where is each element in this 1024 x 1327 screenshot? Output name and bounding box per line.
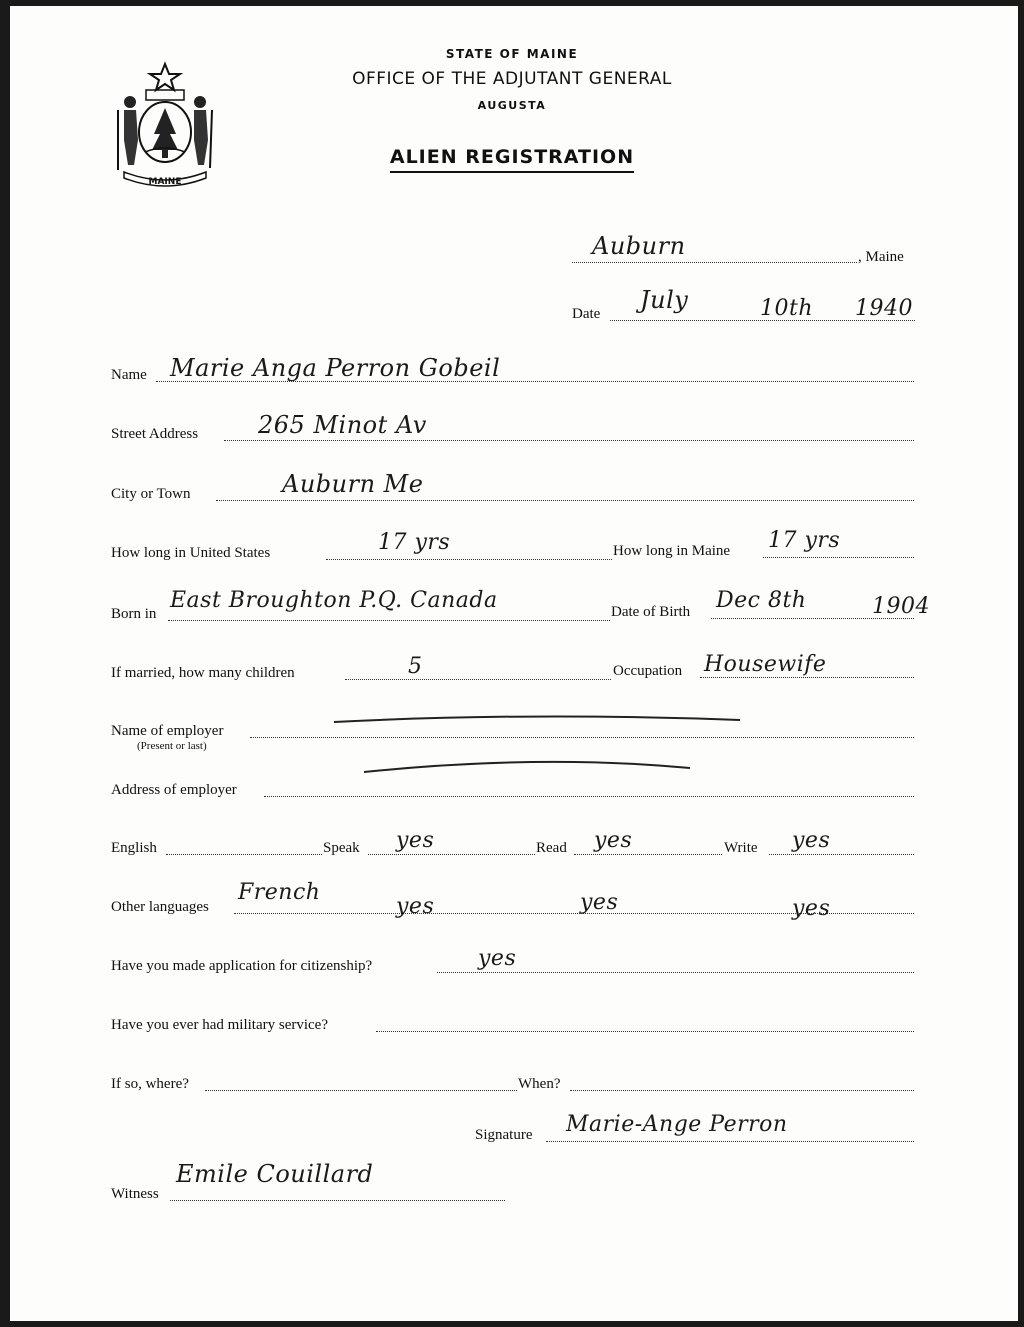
other-read-value: yes [580, 890, 619, 915]
write-label: Write [724, 840, 758, 856]
occupation-value: Housewife [704, 652, 827, 677]
long-us-value: 17 yrs [378, 530, 451, 555]
citizenship-value: yes [478, 946, 517, 971]
speak-label: Speak [323, 840, 360, 856]
employer-addr-label: Address of employer [111, 782, 237, 798]
maine-label: , Maine [858, 249, 904, 265]
children-label: If married, how many children [111, 665, 295, 681]
date-label: Date [572, 306, 601, 322]
military-label: Have you ever had military service? [111, 1017, 328, 1033]
header-city: AUGUSTA [477, 99, 547, 112]
witness-value: Emile Couillard [176, 1160, 374, 1188]
where-label: If so, where? [111, 1076, 189, 1092]
signature-value: Marie-Ange Perron [566, 1112, 788, 1137]
born-value: East Broughton P.Q. Canada [170, 588, 498, 613]
seal-text: MAINE [148, 177, 182, 187]
header-office: OFFICE OF THE ADJUTANT GENERAL [352, 69, 672, 89]
children-value: 5 [408, 654, 423, 679]
dob-year-value: 1904 [872, 594, 930, 619]
dob-month-day-value: Dec 8th [716, 588, 807, 613]
name-label: Name [111, 367, 147, 383]
street-value: 265 Minot Av [258, 411, 427, 439]
header-state: STATE OF MAINE [445, 47, 579, 61]
long-maine-value: 17 yrs [768, 528, 841, 553]
employer-dash-mark [330, 708, 750, 728]
date-day-value: 10th [760, 296, 814, 321]
citizenship-label: Have you made application for citizenship? [111, 958, 373, 974]
other-speak-value: yes [396, 894, 435, 919]
employer-addr-dash-mark [360, 754, 700, 778]
other-lang-label: Other languages [111, 899, 209, 915]
english-write-value: yes [792, 828, 831, 853]
employer-label: Name of employer [111, 723, 224, 739]
date-year-value: 1940 [855, 296, 913, 321]
street-label: Street Address [111, 426, 199, 442]
town-value: Auburn [592, 232, 686, 260]
other-write-value: yes [792, 896, 831, 921]
date-month-value: July [640, 286, 689, 314]
english-speak-value: yes [396, 828, 435, 853]
occupation-label: Occupation [613, 663, 683, 679]
dob-label: Date of Birth [611, 604, 691, 620]
read-label: Read [536, 840, 567, 856]
form-title: ALIEN REGISTRATION [0, 146, 1024, 168]
name-value: Marie Anga Perron Gobeil [170, 354, 501, 382]
witness-label: Witness [111, 1186, 159, 1202]
when-label: When? [518, 1076, 561, 1092]
employer-sub-label: (Present or last) [137, 740, 207, 752]
english-label: English [111, 840, 157, 856]
city-label: City or Town [111, 486, 191, 502]
signature-label: Signature [475, 1127, 533, 1143]
english-read-value: yes [594, 828, 633, 853]
city-value: Auburn Me [282, 470, 424, 498]
long-maine-label: How long in Maine [613, 543, 731, 559]
document-page [10, 6, 1018, 1321]
other-lang-value: French [238, 880, 321, 905]
born-label: Born in [111, 606, 157, 622]
long-us-label: How long in United States [111, 545, 271, 561]
